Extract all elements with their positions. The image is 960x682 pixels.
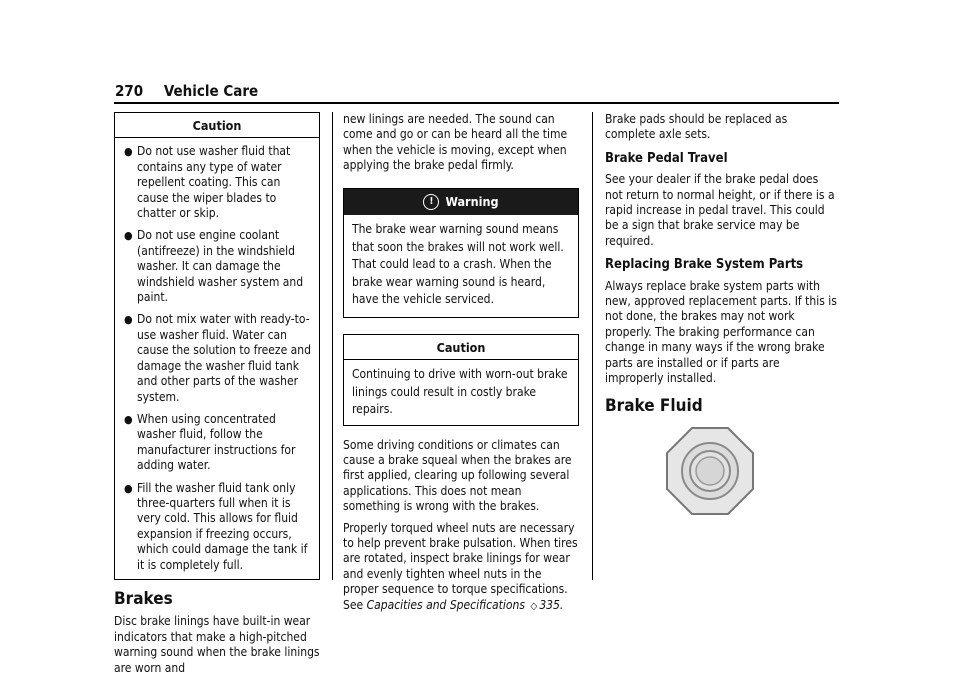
caution-item: ● Do not use engine coolant (antifreeze) in the windshield washer. It can damage the windshield washer system and paint. <box>124 228 304 305</box>
brakes-heading: Brakes <box>114 588 173 609</box>
bullet-icon: ● <box>124 481 133 495</box>
warning-heading: ! Warning <box>344 189 578 216</box>
brake-fluid-cap-icon <box>665 426 755 516</box>
caution-item: ● When using concentrated washer fluid, follow the manufacturer instructions for adding water. <box>124 411 296 473</box>
bullet-icon: ● <box>124 412 133 426</box>
column-middle <box>343 112 579 620</box>
warning-circle-icon: ! <box>423 194 439 210</box>
brakes-intro: Disc brake linings have built-in wear indicators that make a high-pitched warning sound when the brake linings are worn and <box>114 614 320 675</box>
capacities-link[interactable]: Capacities and Specifications <box>366 597 525 612</box>
replacing-parts-body: Always replace brake system parts with new, approved replacement parts. If this is not done, the brakes may not work properly. The braking performance can change in many ways if the wrong brake parts are installed or if parts are improperly installed. <box>605 278 837 386</box>
warning-body: The brake wear warning sound means that soon the brakes will not work well. That could lead to a crash. When the brake wear warning sound is heard, have the vehicle serviced. <box>352 222 564 307</box>
pedal-travel-body: See your dealer if the brake pedal does not return to normal height, or if there is a rapid increase in pedal travel. This could be a sign that brake service may be required. <box>605 172 835 248</box>
bullet-icon: ● <box>124 313 133 327</box>
page-reference-icon: ◇ <box>530 600 538 612</box>
caution-item: ● Do not use washer fluid that contains any type of water repellent coating. This can cause the wiper blades to chatter or skip. <box>124 144 291 221</box>
column-left <box>114 112 320 682</box>
reference-page[interactable]: 335. <box>539 597 564 612</box>
caution-item: ● Do not mix water with ready-to-use washer fluid. Water can cause the solution to freeze and damage the washer fluid tank and other parts of the washer system. <box>124 312 311 404</box>
pedal-travel-heading: Brake Pedal Travel <box>605 150 728 166</box>
brakes-intro-continued: new linings are needed. The sound can come and go or can be heard all the time when the vehicle is moving, except when applying the brake pedal firmly. <box>343 112 568 173</box>
brake-fluid-heading: Brake Fluid <box>605 395 703 416</box>
caution-box-washer <box>114 112 320 580</box>
caution-list <box>123 144 311 573</box>
caution-heading: Caution <box>115 113 319 138</box>
column-right <box>605 112 838 516</box>
bullet-icon: ● <box>124 145 133 159</box>
caution-box-brakes <box>343 334 579 426</box>
column-divider <box>592 112 593 580</box>
bullet-icon: ● <box>124 229 133 243</box>
caution-heading: Caution <box>344 335 578 360</box>
caution-item: ● Fill the washer fluid tank only three-quarters full when it is very cold. This allows for fluid expansion if freezing occurs, which could damage the tank if it is completely full. <box>124 480 308 572</box>
squeal-paragraph: Some driving conditions or climates can cause a brake squeal when the brakes are first applied, clearing up following several applications. This does not mean something is wrong with the brakes. <box>343 437 572 514</box>
brake-pads-paragraph: Brake pads should be replaced as complete axle sets. <box>605 112 788 142</box>
torque-paragraph: Properly torqued wheel nuts are necessary to help prevent brake pulsation. When tires are rotated, inspect brake linings for wear and evenly tighten wheel nuts in the proper sequence to torque specifications. See Capacities and Specifications ◇ 335. <box>343 520 578 612</box>
caution-body: Continuing to drive with worn-out brake linings could result in costly brake repairs. <box>352 367 568 417</box>
replacing-parts-heading: Replacing Brake System Parts <box>605 257 804 273</box>
section-title: Vehicle Care <box>163 82 259 100</box>
page-header <box>115 82 258 100</box>
header-rule <box>114 102 839 104</box>
page-number: 270 <box>115 82 144 100</box>
column-divider <box>332 112 333 580</box>
warning-box <box>343 188 579 318</box>
